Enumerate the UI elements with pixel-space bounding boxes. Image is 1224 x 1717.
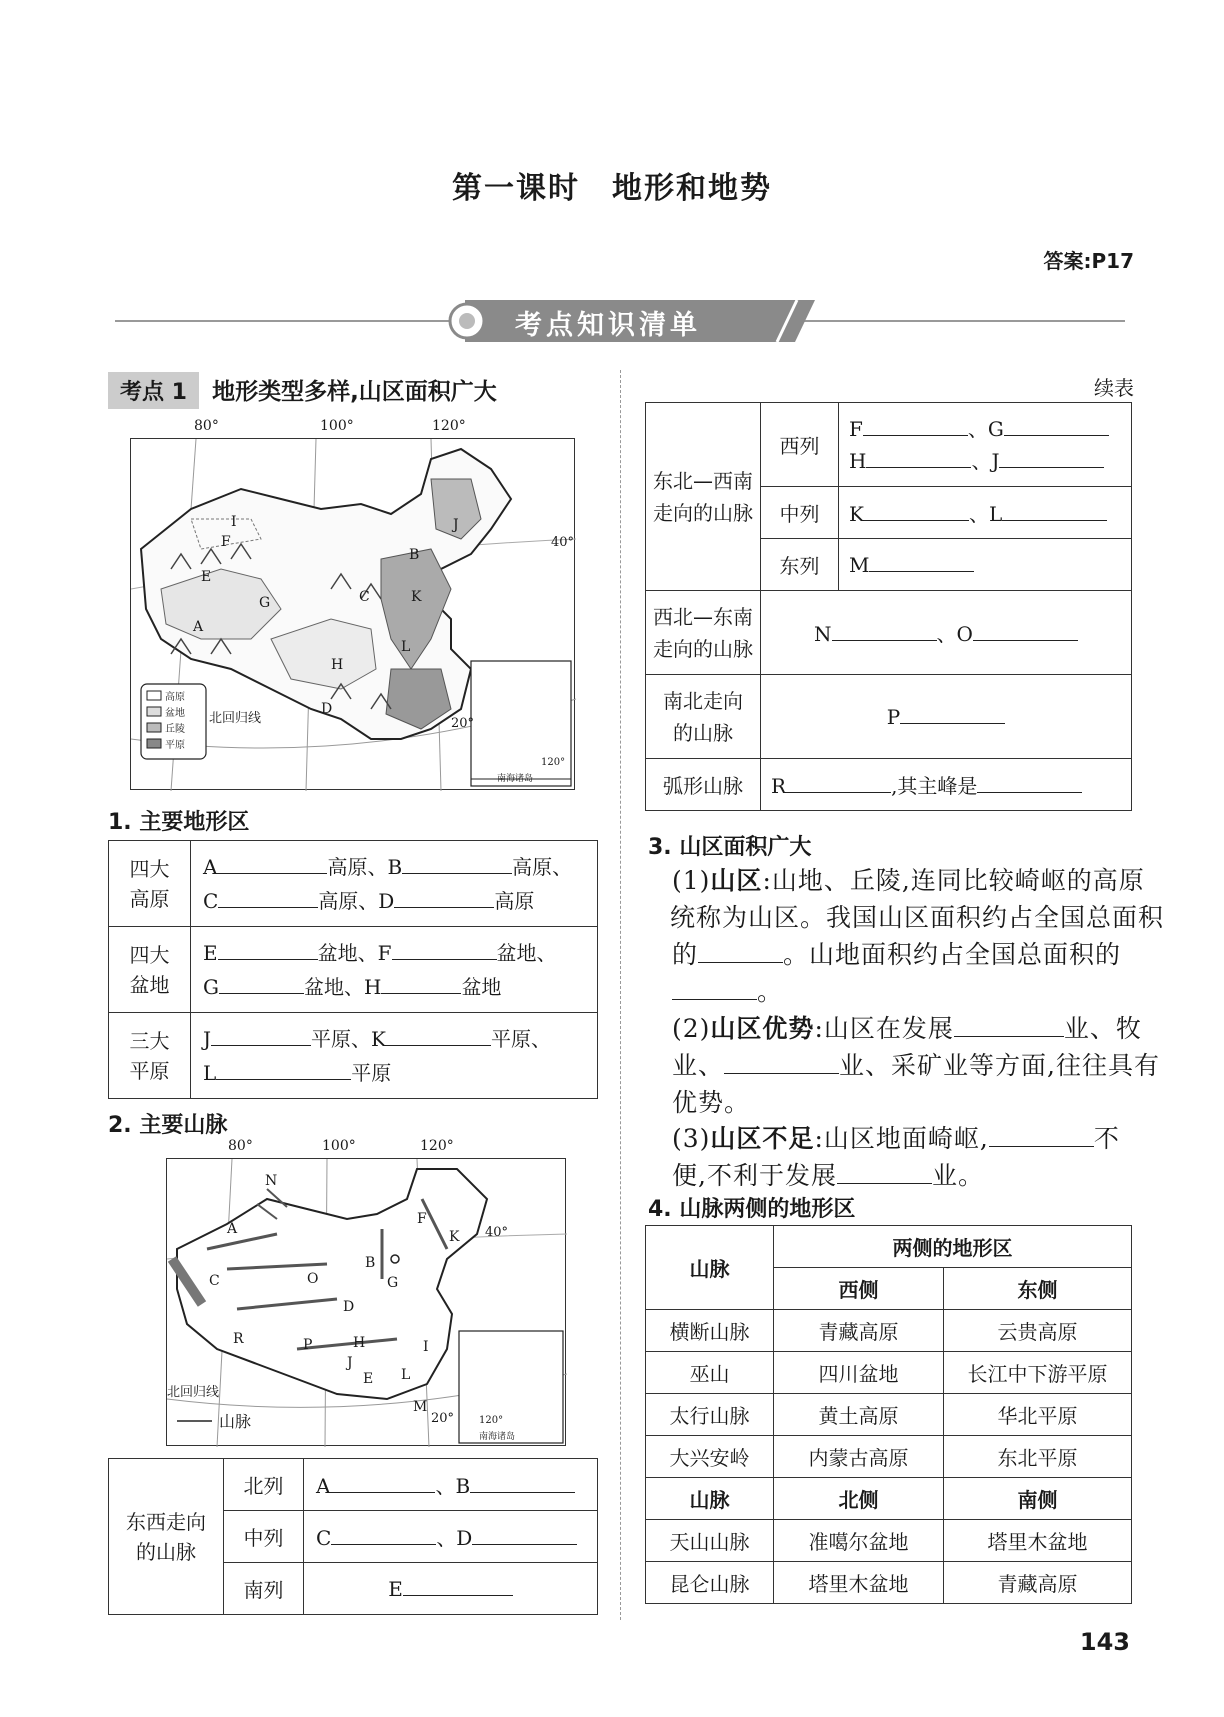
- row-head: 三大 平原: [109, 1013, 191, 1099]
- terrain-regions-table: [108, 840, 598, 1099]
- map-frame: [130, 438, 575, 790]
- subheading-terrain-regions: 1. 主要地形区: [108, 810, 250, 835]
- row-label: 西列: [761, 403, 839, 487]
- map-letter: B: [409, 547, 420, 563]
- continued-label: 续表: [1094, 376, 1134, 400]
- row-content: J 平原、K 平原、 L 平原: [191, 1013, 598, 1099]
- row-content: E 盆地、F 盆地、 G 盆地、H 盆地: [191, 927, 598, 1013]
- mountain-sides-table: [645, 1225, 1132, 1604]
- lon-label: 100°: [322, 1138, 356, 1154]
- col-head: 东侧: [944, 1268, 1132, 1310]
- col-head: 西侧: [774, 1268, 944, 1310]
- ew-mountains-table: [108, 1458, 598, 1615]
- lon-label: 120°: [432, 418, 466, 434]
- lon-label: 120°: [420, 1138, 454, 1154]
- legend-label: 山脉: [219, 1412, 252, 1431]
- row-content: A 高原、B 高原、 C 高原、D 高原: [191, 841, 598, 927]
- map-letter: K: [411, 589, 422, 605]
- map-letter: F: [417, 1211, 427, 1227]
- answer-reference: 答案:P17: [1043, 249, 1134, 273]
- map-letter: H: [331, 657, 344, 673]
- subheading-mountain-sides: 4. 山脉两侧的地形区: [648, 1197, 856, 1222]
- map-letter: B: [365, 1255, 376, 1271]
- row-content: R ,其主峰是: [761, 759, 1132, 811]
- lat-label: 40°: [551, 535, 575, 550]
- map-letter: E: [201, 569, 212, 585]
- tropic-label: 北回归线: [167, 1385, 220, 1400]
- subheading-mountains: 2. 主要山脉: [108, 1113, 228, 1138]
- row-label: 南列: [224, 1563, 304, 1615]
- map-letter: C: [359, 589, 370, 605]
- map-letter: L: [401, 1367, 411, 1383]
- map-letter: K: [449, 1229, 460, 1245]
- row-head: 四大 盆地: [109, 927, 191, 1013]
- inset-label: 南海诸岛: [497, 774, 534, 784]
- map-letter: I: [423, 1339, 429, 1355]
- map-letter: E: [363, 1371, 374, 1387]
- row-content: M: [839, 539, 1132, 591]
- row-head: 南北走向 的山脉: [646, 675, 761, 759]
- row-label: 东列: [761, 539, 839, 591]
- row-label: 中列: [761, 487, 839, 539]
- inset-lon: 120°: [479, 1415, 504, 1426]
- map-letter: L: [401, 639, 411, 655]
- legend-label: 丘陵: [165, 724, 185, 735]
- table-row: 大兴安岭 内蒙古高原 东北平原: [646, 1436, 1132, 1478]
- china-mountains-svg: [167, 1159, 567, 1447]
- table-row: 太行山脉 黄土高原 华北平原: [646, 1394, 1132, 1436]
- row-head: 四大 高原: [109, 841, 191, 927]
- lat-label: 20°: [451, 716, 475, 731]
- table-row: 巫山 四川盆地 长江中下游平原: [646, 1352, 1132, 1394]
- map-letter: G: [387, 1275, 399, 1291]
- legend-label: 盆地: [165, 708, 185, 719]
- map-letter: M: [413, 1399, 428, 1415]
- map-letter: N: [265, 1173, 278, 1189]
- lat-label: 20°: [431, 1411, 455, 1426]
- row-head: 东北—西南 走向的山脉: [646, 403, 761, 591]
- section-tag: 考点 1: [108, 372, 199, 409]
- inset-label: 南海诸岛: [479, 1432, 516, 1442]
- row-content: F 、G H 、J: [839, 403, 1132, 487]
- map-letter: G: [259, 595, 271, 611]
- row-head: 东西走向 的山脉: [109, 1459, 224, 1615]
- map-letter: C: [209, 1273, 220, 1289]
- row-head: 弧形山脉: [646, 759, 761, 811]
- row-content: N 、O: [761, 591, 1132, 675]
- section-banner: [115, 296, 1125, 346]
- section-title: 地形类型多样,山区面积广大: [212, 379, 497, 405]
- lon-label: 80°: [194, 418, 219, 434]
- china-terrain-svg: [131, 439, 576, 791]
- map-letter: J: [347, 1355, 353, 1371]
- mountains-continued-table: [645, 402, 1132, 811]
- map-letter: R: [233, 1331, 244, 1347]
- row-content: A 、B: [304, 1459, 598, 1511]
- row-head: 西北—东南 走向的山脉: [646, 591, 761, 675]
- row-content: K 、L: [839, 487, 1132, 539]
- paragraph-mountain-advantage: (2)山区优势:山区在发展 业、牧 业、 业、采矿业等方面,往往具有 优势。: [672, 1014, 1160, 1117]
- legend-label: 平原: [165, 740, 185, 751]
- col-head: 北侧: [774, 1478, 944, 1520]
- banner-label: 考点知识清单: [515, 310, 701, 341]
- row-content: C 、D: [304, 1511, 598, 1563]
- map-letter: D: [321, 701, 333, 717]
- lon-label: 80°: [228, 1138, 253, 1154]
- page-number: 143: [1079, 1628, 1130, 1656]
- row-label: 中列: [224, 1511, 304, 1563]
- map-frame: [166, 1158, 566, 1446]
- tropic-label: 北回归线: [209, 711, 262, 726]
- map-letter: A: [227, 1221, 238, 1237]
- table-row: 横断山脉 青藏高原 云贵高原: [646, 1310, 1132, 1352]
- map-letter: F: [221, 534, 231, 550]
- map-letter: O: [307, 1271, 319, 1287]
- row-content: E: [304, 1563, 598, 1615]
- terrain-map: [120, 418, 580, 793]
- row-label: 北列: [224, 1459, 304, 1511]
- col-head: 山脉: [646, 1226, 774, 1310]
- mountains-map: [160, 1138, 570, 1448]
- col-head: 两侧的地形区: [774, 1226, 1132, 1268]
- map-letter: D: [343, 1299, 355, 1315]
- inset-lon: 120°: [541, 757, 566, 768]
- row-content: P: [761, 675, 1132, 759]
- paragraph-mountain-disadvantage: (3)山区不足:山区地面崎岖, 不 便,不利于发展 业。: [672, 1124, 1120, 1190]
- lat-label: 40°: [485, 1225, 509, 1240]
- col-head: 南侧: [944, 1478, 1132, 1520]
- column-divider: [620, 370, 621, 1620]
- map-letter: A: [193, 619, 204, 635]
- col-head: 山脉: [646, 1478, 774, 1520]
- subheading-mountain-area: 3. 山区面积广大: [648, 835, 812, 860]
- map-letter: J: [453, 517, 459, 533]
- table-row: 昆仑山脉 塔里木盆地 青藏高原: [646, 1562, 1132, 1604]
- map-letter: P: [303, 1337, 313, 1353]
- table-row: 天山山脉 准噶尔盆地 塔里木盆地: [646, 1520, 1132, 1562]
- map-letter: H: [353, 1335, 366, 1351]
- section-heading: [108, 372, 497, 408]
- lon-label: 100°: [320, 418, 354, 434]
- map-letter: I: [231, 514, 237, 530]
- page-title: 第一课时 地形和地势: [452, 171, 772, 206]
- paragraph-mountain-area: (1)山区:山地、丘陵,连同比较崎岖的高原 统称为山区。我国山区面积约占全国总面积 的 。山地面积约占全国总面积的 。: [670, 866, 1165, 1006]
- legend-label: 高原: [165, 692, 185, 703]
